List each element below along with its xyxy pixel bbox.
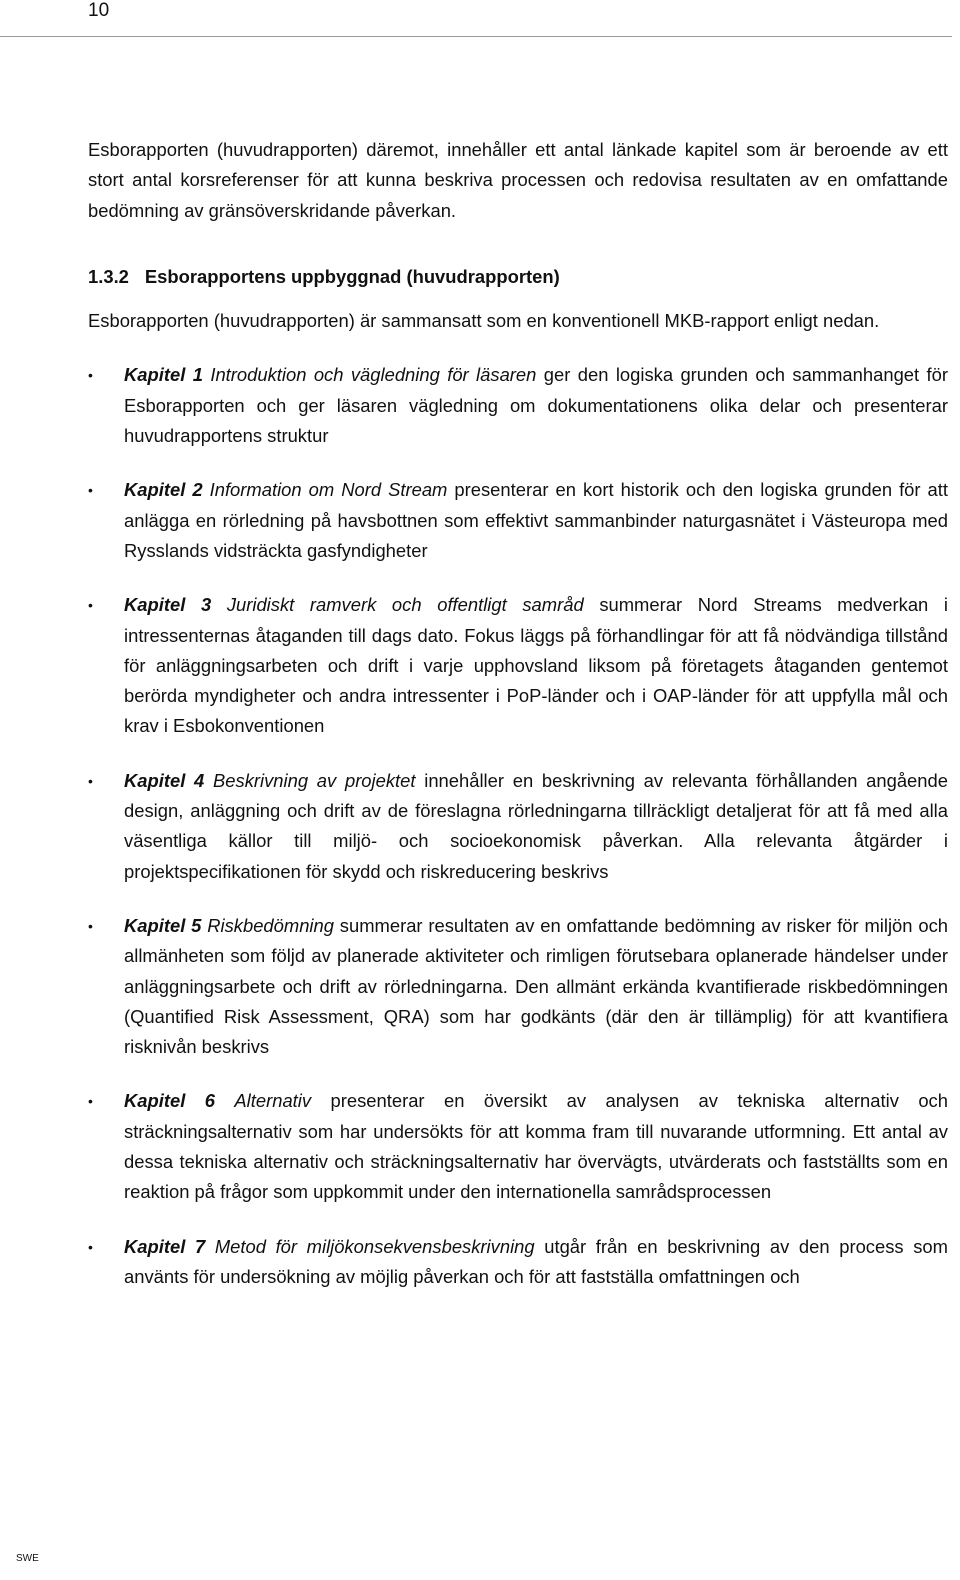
chapter-item — [88, 1086, 948, 1207]
chapter-label: Kapitel 3 — [124, 594, 212, 616]
bullet-icon: • — [88, 482, 93, 499]
chapter-label: Kapitel 1 — [124, 364, 203, 386]
chapter-item — [88, 766, 948, 887]
chapter-description: presenterar en kort historik och den logiska grunden för att anlägga en rörledning på havsbottnen som effektivt sammanbinder naturgasnätet i Västeuropa med Rysslands vidsträckta gasfyndigheter — [124, 479, 948, 561]
chapter-label: Kapitel 5 — [124, 914, 202, 936]
chapter-title: Riskbedömning — [207, 914, 334, 936]
chapter-title: Metod för miljökonsekvensbeskrivning — [214, 1235, 535, 1257]
chapter-label: Kapitel 4 — [124, 769, 205, 791]
chapter-label: Kapitel 2 — [124, 479, 203, 501]
chapter-item — [88, 360, 948, 451]
chapter-title: Juridiskt ramverk och offentligt samråd — [226, 594, 584, 616]
section-heading — [88, 262, 948, 292]
document-body — [88, 135, 948, 1316]
chapter-title: Beskrivning av projektet — [213, 769, 416, 791]
page-number: 10 — [88, 0, 110, 21]
chapter-description: ger den logiska grunden och sammanhanget för Esborapporten och ger läsaren vägledning om dokumentationens olika delar och presenterar huvudrapportens struktur — [124, 364, 948, 447]
bullet-icon: • — [88, 367, 93, 384]
intro-paragraph: Esborapporten (huvudrapporten) däremot, innehåller ett antal länkade kapitel som är beroende av ett stort antal korsreferenser för att kunna beskriva processen och redovisa resultaten av en omfattande bedömning av gränsöverskridande påverkan. — [88, 139, 948, 221]
chapter-title: Information om Nord Stream — [209, 479, 448, 501]
chapter-item — [88, 475, 948, 566]
chapter-item — [88, 590, 948, 741]
chapter-title: Introduktion och vägledning för läsaren — [210, 364, 537, 386]
section-lead: Esborapporten (huvudrapporten) är sammansatt som en konventionell MKB-rapport enligt nedan. — [88, 310, 880, 332]
section-number: 1.3.2 — [88, 265, 129, 287]
chapter-item — [88, 911, 948, 1062]
chapter-label: Kapitel 7 — [124, 1235, 206, 1257]
bullet-icon: • — [88, 1093, 93, 1110]
chapter-description: utgår från en beskrivning av den process som använts för undersökning av möjlig påverkan och för att fastställa omfattningen och — [124, 1235, 948, 1287]
chapter-description: summerar resultaten av en omfattande bedömning av risker för miljön och allmänheten som följd av planerade aktiviteter och rimligen förutsebara oplanerade händelser under anläggningsarbete och drift av rörledningarna. Den allmänt erkända kvantifierade riskbedömningen (Quantified Risk Assessment, QRA) som har godkänts (där den är tillämplig) för att kvantifiera risknivån beskrivs — [124, 914, 948, 1058]
bullet-icon: • — [88, 1238, 93, 1255]
page-header — [0, 0, 952, 37]
chapter-description: presenterar en översikt av analysen av tekniska alternativ och sträckningsalternativ som har undersökts för att komma fram till nuvarande utformning. Ett antal av dessa tekniska alternativ och sträckningsalternativ har övervägts, utvärderats och fastställts som en reaktion på frågor som uppkommit under den internationella samrådsprocessen — [124, 1090, 948, 1203]
footer-language-code: SWE — [16, 1553, 39, 1564]
bullet-icon: • — [88, 772, 93, 789]
chapter-item — [88, 1232, 948, 1293]
chapter-title: Alternativ — [234, 1090, 312, 1112]
section-title: Esborapportens uppbyggnad (huvudrapporten) — [144, 265, 560, 287]
bullet-icon: • — [88, 917, 93, 934]
bullet-icon: • — [88, 597, 93, 614]
chapter-description: summerar Nord Streams medverkan i intressenternas åtaganden till dags dato. Fokus läggs på förhandlingar för att få nödvändiga tillstånd för anläggningsarbeten och drift i varje upphovsland liksom på företagets åtaganden gentemot berörda myndigheter och andra intressenter i PoP-länder och i OAP-länder för att uppfylla mål och krav i Esbokonventionen — [124, 594, 948, 737]
chapter-description: innehåller en beskrivning av relevanta förhållanden angående design, anläggning och drift av de föreslagna rörledningarna tillräckligt detaljerat för att få med alla väsentliga källor till miljö- och socioekonomisk påverkan. Alla relevanta åtgärder i projektspecifikationen för skydd och riskreducering beskrivs — [124, 769, 948, 882]
chapter-label: Kapitel 6 — [124, 1090, 215, 1112]
chapter-list — [88, 360, 948, 1292]
